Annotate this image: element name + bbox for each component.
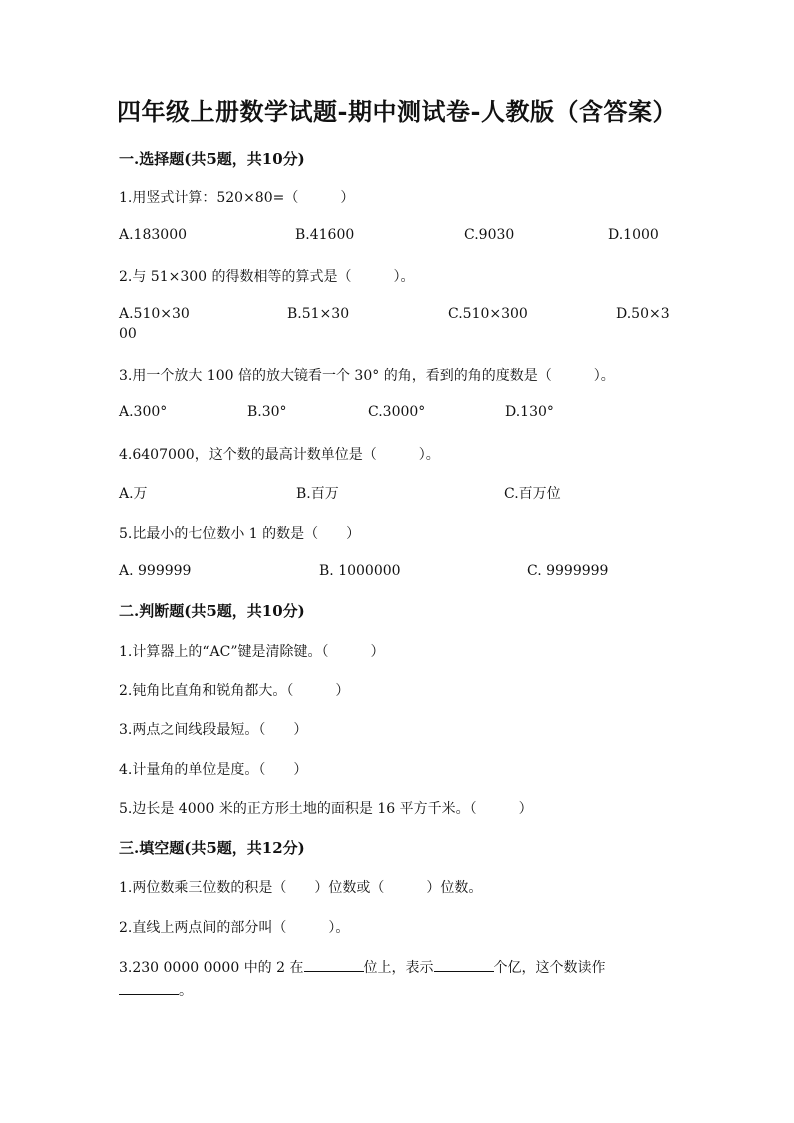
option-b: B.51×30 bbox=[287, 306, 350, 322]
question-text: 1.两位数乘三位数的积是（ ）位数或（ ）位数。 bbox=[119, 880, 483, 896]
option-d: D.130° bbox=[505, 404, 554, 420]
answer-blank bbox=[304, 957, 364, 972]
fill-text-part: 位上，表示 bbox=[363, 960, 434, 976]
option-b: B.30° bbox=[247, 404, 287, 420]
question-text-fill-blank bbox=[119, 957, 606, 977]
answer-blank bbox=[119, 980, 179, 995]
option-c: C.9030 bbox=[464, 227, 515, 243]
option-a: A. 999999 bbox=[119, 563, 192, 579]
option-b: B. 1000000 bbox=[319, 563, 401, 579]
option-d: D.1000 bbox=[608, 227, 659, 243]
option-a: A.300° bbox=[119, 404, 168, 420]
question-text: 1.用竖式计算：520×80=（ ） bbox=[119, 190, 355, 206]
answer-blank bbox=[434, 957, 494, 972]
question-text: 2.直线上两点间的部分叫（ ）。 bbox=[119, 920, 350, 936]
question-text: 2.与 51×300 的得数相等的算式是（ ）。 bbox=[119, 269, 415, 285]
option-c: C. 9999999 bbox=[527, 563, 609, 579]
fill-text-part: 。 bbox=[179, 983, 193, 999]
question-text-fill-blank-cont bbox=[119, 980, 193, 1000]
option-a: A.万 bbox=[119, 486, 148, 502]
section-heading-judge: 二.判断题(共5题，共10分) bbox=[119, 602, 305, 620]
fill-text-part: 3.230 0000 0000 中的 2 在 bbox=[119, 960, 304, 976]
question-text: 5.比最小的七位数小 1 的数是（ ） bbox=[119, 526, 361, 542]
section-heading-choice: 一.选择题(共5题，共10分) bbox=[119, 150, 305, 168]
question-text: 1.计算器上的“AC”键是清除键。（ ） bbox=[119, 644, 385, 660]
question-text: 3.两点之间线段最短。（ ） bbox=[119, 722, 308, 738]
question-text: 4.计量角的单位是度。（ ） bbox=[119, 762, 308, 778]
fill-text-part: 个亿，这个数读作 bbox=[493, 960, 606, 976]
option-d-wrap: 00 bbox=[119, 326, 137, 342]
option-c: C.510×300 bbox=[448, 306, 528, 322]
option-a: A.510×30 bbox=[119, 306, 190, 322]
option-a: A.183000 bbox=[119, 227, 188, 243]
question-text: 2.钝角比直角和锐角都大。（ ） bbox=[119, 683, 350, 699]
page-title: 四年级上册数学试题-期中测试卷-人教版（含答案） bbox=[117, 97, 677, 126]
option-d: D.50×3 bbox=[616, 306, 670, 322]
option-b: B.41600 bbox=[295, 227, 355, 243]
option-b: B.百万 bbox=[296, 486, 339, 502]
question-text: 5.边长是 4000 米的正方形土地的面积是 16 平方千米。（ ） bbox=[119, 801, 533, 817]
question-text: 3.用一个放大 100 倍的放大镜看一个 30° 的角，看到的角的度数是（ ）。 bbox=[119, 368, 615, 384]
option-c: C.百万位 bbox=[504, 486, 561, 502]
section-heading-fill: 三.填空题(共5题，共12分) bbox=[119, 839, 305, 857]
question-text: 4.6407000，这个数的最高计数单位是（ ）。 bbox=[119, 447, 440, 463]
option-c: C.3000° bbox=[368, 404, 426, 420]
